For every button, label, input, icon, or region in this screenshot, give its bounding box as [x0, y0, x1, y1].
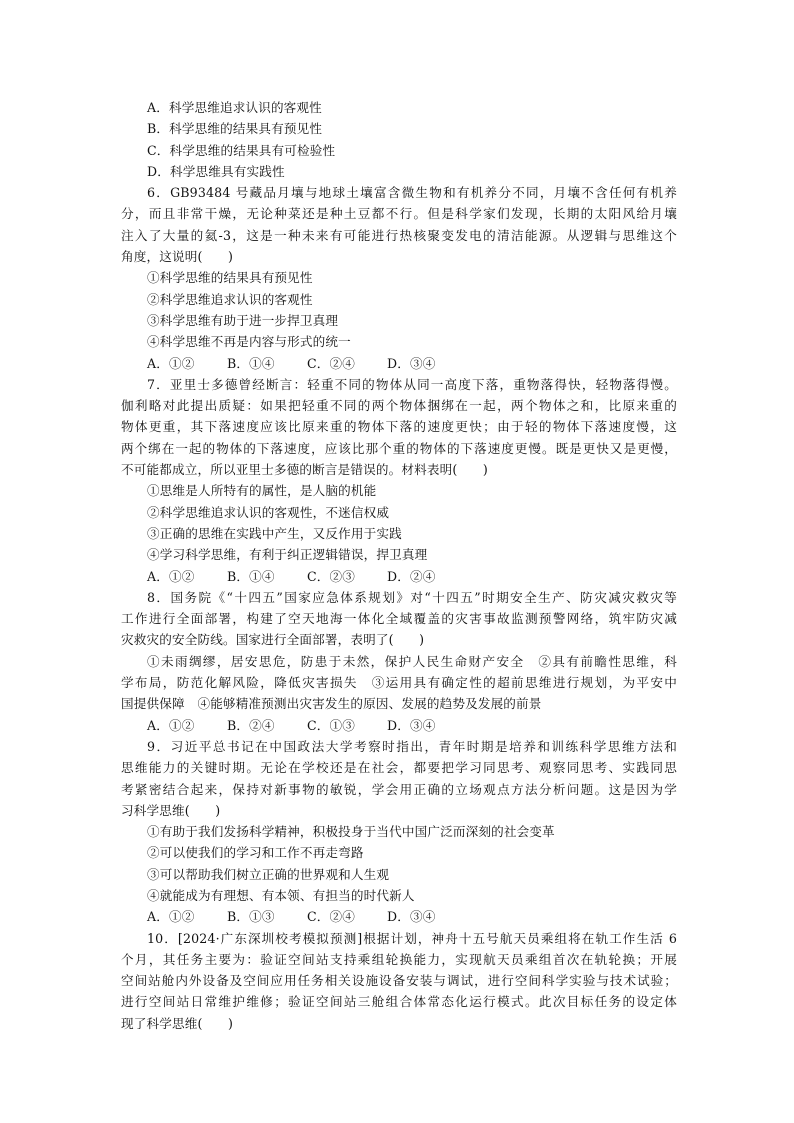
exam-page: [121, 97, 677, 1034]
question-10: [121, 928, 677, 1034]
q8-choice-b: B．②④: [227, 717, 275, 733]
q8-choice-a: A．①②: [147, 717, 195, 733]
q8-statement-line: 学布局，防范化解风险，降低灾害损失 ③运用具有确定性的超前思维进行规划，为平安中: [121, 675, 677, 691]
q6-stem-line: 6．GB93484 号藏品月壤与地球土壤富含微生物和有机养分不同，月壤不含任何有机养: [147, 185, 677, 201]
q7-choice-b: B．①④: [227, 568, 275, 584]
q6-statement: ④科学思维不再是内容与形式的统一: [147, 334, 351, 350]
q8-choice-d: D．③④: [387, 717, 436, 733]
q7-stem-line: 物体更重，其下落速度应该比原来重的物体下落的速度更快；由于轻的物体下落速度慢，这: [121, 419, 677, 435]
q8-choices: [121, 715, 677, 736]
q7-statement: ④学习科学思维，有利于纠正逻辑错误，捍卫真理: [147, 547, 428, 563]
q5-option-a: A．科学思维追求认识的客观性: [147, 100, 322, 115]
q6-statement: ①科学思维的结果具有预见性: [147, 270, 313, 286]
q9-stem-line: 习科学思维( ): [121, 802, 221, 818]
q9-choice-a: A．①②: [147, 909, 195, 925]
q9-choice-d: D．③④: [387, 909, 436, 925]
q10-stem-line: 10．[2024·广东深圳校考模拟预测]根据计划，神舟十五号航天员乘组将在轨工作生活 6: [147, 930, 677, 946]
q9-stem-line: 思维能力的关键时期。无论在学校还是在社会，都要把学习同思考、观察同思考、实践同思: [121, 760, 677, 776]
question-7: [121, 374, 677, 587]
q9-choice-c: C．②④: [307, 909, 356, 925]
q7-statement: ②科学思维追求认识的客观性，不迷信权威: [147, 504, 390, 520]
q8-statement-line: ①未雨绸缪，居安思危，防患于未然，保护人民生命财产安全 ②具有前瞻性思维，科: [147, 653, 677, 669]
q6-choices: [121, 353, 677, 374]
q5-options: [121, 97, 677, 182]
q6-stem-line: 注入了大量的氦-3，这是一种未来有可能进行热核聚变发电的清洁能源。从逻辑与思维这个: [121, 227, 677, 243]
q6-choice-c: C．②④: [307, 355, 356, 371]
q10-stem-line: 现了科学思维( ): [121, 1015, 234, 1031]
q6-statement: ③科学思维有助于进一步捍卫真理: [147, 312, 339, 328]
q5-option-d: D．科学思维具有实践性: [147, 163, 285, 179]
q6-statement: ②科学思维追求认识的客观性: [147, 291, 313, 307]
q7-choice-d: D．②④: [387, 568, 436, 584]
q7-stem-line: 7．亚里士多德曾经断言：轻重不同的物体从同一高度下落，重物落得快，轻物落得慢。: [147, 376, 677, 392]
q8-choice-c: C．①③: [307, 717, 356, 733]
q7-choice-c: C．②③: [307, 568, 356, 584]
q5-option-c: C．科学思维的结果具有可检验性: [147, 142, 336, 158]
q7-statement: ①思维是人所特有的属性，是人脑的机能: [147, 483, 377, 499]
q7-statement: ③正确的思维在实践中产生，又反作用于实践: [147, 525, 402, 541]
q9-stem-line: 考紧密结合起来，保持对新事物的敏锐，学会用正确的立场观点方法分析问题。这是因为学: [121, 781, 677, 797]
q9-statement: ③可以帮助我们树立正确的世界观和人生观: [147, 866, 390, 882]
q6-stem-line: 角度，这说明( ): [121, 249, 234, 265]
q8-stem-line: 8．国务院《“十四五”国家应急体系规划》对“十四五”时期安全生产、防灾减灾救灾等: [147, 589, 677, 605]
q5-option-b: B．科学思维的结果具有预见性: [147, 121, 323, 137]
q10-stem-line: 个月，其任务主要为：验证空间站支持乘组轮换能力，实现航天员乘组首次在轨轮换；开展: [121, 951, 677, 967]
q7-choice-a: A．①②: [147, 568, 195, 584]
question-6: [121, 182, 677, 374]
question-8: [121, 587, 677, 736]
q10-stem-line: 进行空间站日常维护维修；验证空间站三舱组合体常态化运行模式。此次目标任务的设定体: [121, 994, 677, 1010]
q6-choice-b: B．①④: [227, 355, 275, 371]
q9-statement: ①有助于我们发扬科学精神，积极投身于当代中国广泛而深刻的社会变革: [147, 824, 555, 840]
q9-stem-line: 9．习近平总书记在中国政法大学考察时指出，青年时期是培养和训练科学思维方法和: [147, 738, 677, 754]
q6-choice-d: D．③④: [387, 355, 436, 371]
q9-choices: [121, 906, 677, 927]
q8-stem-line: 灾救灾的安全防线。国家进行全面部署，表明了( ): [121, 632, 425, 648]
q9-statement: ②可以使我们的学习和工作不再走弯路: [147, 845, 364, 861]
q6-stem-line: 分，而且非常干燥，无论种菜还是种土豆都不行。但是科学家们发现，长期的太阳风给月壤: [121, 206, 677, 222]
q7-stem-line: 伽利略对此提出质疑：如果把轻重不同的两个物体捆绑在一起，两个物体之和，比原来重的: [121, 398, 677, 414]
question-9: [121, 736, 677, 928]
q7-stem-line: 两个绑在一起的物体的下落速度，应该比那个重的物体的下落速度更慢。既是更快又是更慢，: [121, 440, 677, 456]
q9-statement: ④就能成为有理想、有本领、有担当的时代新人: [147, 887, 415, 903]
q7-stem-line: 不可能都成立，所以亚里士多德的断言是错误的。材料表明( ): [121, 462, 488, 478]
q8-stem-line: 工作进行全面部署，构建了空天地海一体化全域覆盖的灾害事故监测预警网络，筑牢防灾减: [121, 611, 677, 627]
q9-choice-b: B．①③: [227, 909, 275, 925]
q6-choice-a: A．①②: [147, 355, 195, 371]
q7-choices: [121, 566, 677, 587]
q10-stem-line: 空间站舱内外设备及空间应用任务相关设施设备安装与调试，进行空间科学实验与技术试验；: [121, 973, 677, 989]
q8-statement-line: 国提供保障 ④能够精准预测出灾害发生的原因、发展的趋势及发展的前景: [121, 696, 542, 712]
